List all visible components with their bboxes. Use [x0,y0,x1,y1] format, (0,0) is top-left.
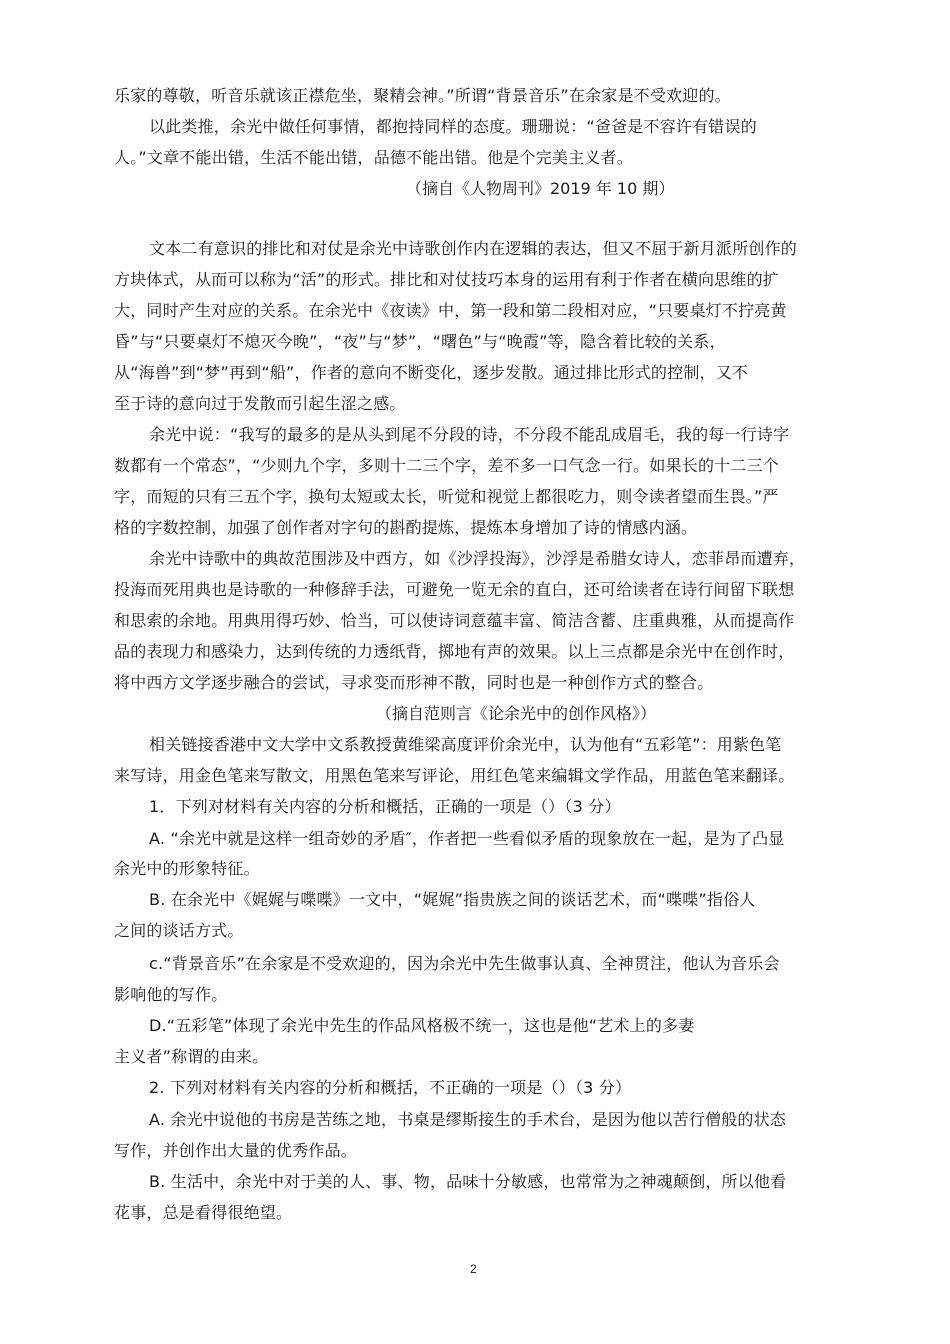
question-2-option-a-cont: 写作，并创作出大量的优秀作品。 [114,1141,358,1160]
paragraph-line: 从“海兽”到“梦”再到“船”，作者的意向不断变化，逐步发散。通过排比形式的控制，又不 [114,363,749,382]
paragraph-line: 来写诗，用金色笔来写散文，用黑色笔来写评论，用红色笔来编辑文学作品，用蓝色笔来翻译。 [114,766,795,785]
question-1-option-a: A. “余光中就是这样一组奇妙的矛盾″，作者把一些看似矛盾的现象放在一起，是为了凸显 [149,829,785,848]
paragraph-line: 格的字数控制，加强了创作者对字句的斟酌提炼，提炼本身增加了诗的情感内涵。 [114,518,698,537]
question-1-option-a-cont: 余光中的形象特征。 [114,859,260,878]
paragraph-line: 余光中说：“我写的最多的是从头到尾不分段的诗，不分段不能乱成眉毛，我的每一行诗字 [149,425,790,444]
paragraph-line: 乐家的尊敬，听音乐就该正襟危坐，聚精会神。”所谓“背景音乐”在余家是不受欢迎的。 [114,86,731,105]
paragraph-line: 以此类推，余光中做任何事情，都抱持同样的态度。珊珊说：“爸爸是不容许有错误的 [149,117,757,136]
paragraph-line: 字，而短的只有三五个字，换句太短或太长，听觉和视觉上都很吃力，则令读者望而生畏。”严 [114,487,779,506]
question-2-option-b: B. 生活中，余光中对于美的人、事、物，品味十分敏感，也常常为之神魂颠倒，所以他看 [149,1172,787,1191]
question-1-option-b-cont: 之间的谈话方式。 [114,921,244,940]
paragraph-line: 大，同时产生对应的关系。在余光中《夜读》中，第一段和第二段相对应，“只要桌灯不拧亮黄 [114,301,787,320]
paragraph-line: 昏”与“只要桌灯不熄灭今晚”，“夜”与“梦”，“曙色”与“晚霞”等，隐含着比较的关系， [114,332,726,351]
question-1-option-c: c.“背景音乐”在余家是不受欢迎的，因为余光中先生做事认真、全神贯注，他认为音乐会 [149,954,780,973]
source-citation: （摘自《人物周刊》2019 年 10 期） [406,179,675,198]
paragraph-line: 将中西方文学逐步融合的尝试，寻求变而形神不散，同时也是一种创作方式的整合。 [114,673,714,692]
paragraph-line: 数都有一个常态”，“少则九个字，多则十二三个字，差不多一口气念一行。如果长的十二三个 [114,456,779,475]
source-citation: （摘自范则言《论余光中的创作风格》） [376,704,657,723]
paragraph-line: 相关链接香港中文大学中文系教授黄维梁高度评价余光中，认为他有“五彩笔”：用紫色笔 [149,735,782,754]
question-1-stem: 1．下列对材料有关内容的分析和概括，正确的一项是（）（3 分） [149,797,621,816]
paragraph-line: 文本二有意识的排比和对仗是余光中诗歌创作内在逻辑的表达，但又不屈于新月派所创作的 [149,239,798,258]
question-1-option-b: B. 在余光中《娓娓与喋喋》一文中，“娓娓”指贵族之间的谈话艺术，而“喋喋”指俗人 [149,890,756,909]
question-2-stem: 2. 下列对材料有关内容的分析和概括，不正确的一项是（）（3 分） [149,1078,632,1097]
paragraph-line: 余光中诗歌中的典故范围涉及中西方，如《沙浮投海》，沙浮是希腊女诗人，恋菲昂而遭弃， [149,549,806,568]
paragraph-line: 和思索的余地。用典用得巧妙、恰当，可以使诗词意蕴丰富、简洁含蓄、庄重典雅，从而提高作 [114,611,795,630]
paragraph-line: 至于诗的意向过于发散而引起生涩之感。 [114,394,406,413]
question-1-option-c-cont: 影响他的写作。 [114,985,228,1004]
question-1-option-d: D.“五彩笔”体现了余光中先生的作品风格极不统一，这也是他“艺术上的多妻 [149,1016,695,1035]
question-2-option-b-cont: 花事，总是看得很绝望。 [114,1203,293,1222]
paragraph-line: 品的表现力和感染力，达到传统的力透纸背，掷地有声的效果。以上三点都是余光中在创作时， [114,642,795,661]
question-1-option-d-cont: 主义者”称谓的由来。 [114,1047,269,1066]
paragraph-line: 方块体式，从而可以称为“活”的形式。排比和对仗技巧本身的运用有利于作者在横向思维的扩 [114,270,779,289]
paragraph-line: 人。”文章不能出错，生活不能出错，品德不能出错。他是个完美主义者。 [114,148,633,167]
paragraph-line: 投海而死用典也是诗歌的一种修辞手法，可避免一览无余的直白，还可给读者在诗行间留下联想 [114,580,795,599]
question-2-option-a: A. 余光中说他的书房是苦练之地，书桌是缪斯接生的手术台，是因为他以苦行僧般的状态 [149,1110,787,1129]
page-number: 2 [470,1262,477,1276]
